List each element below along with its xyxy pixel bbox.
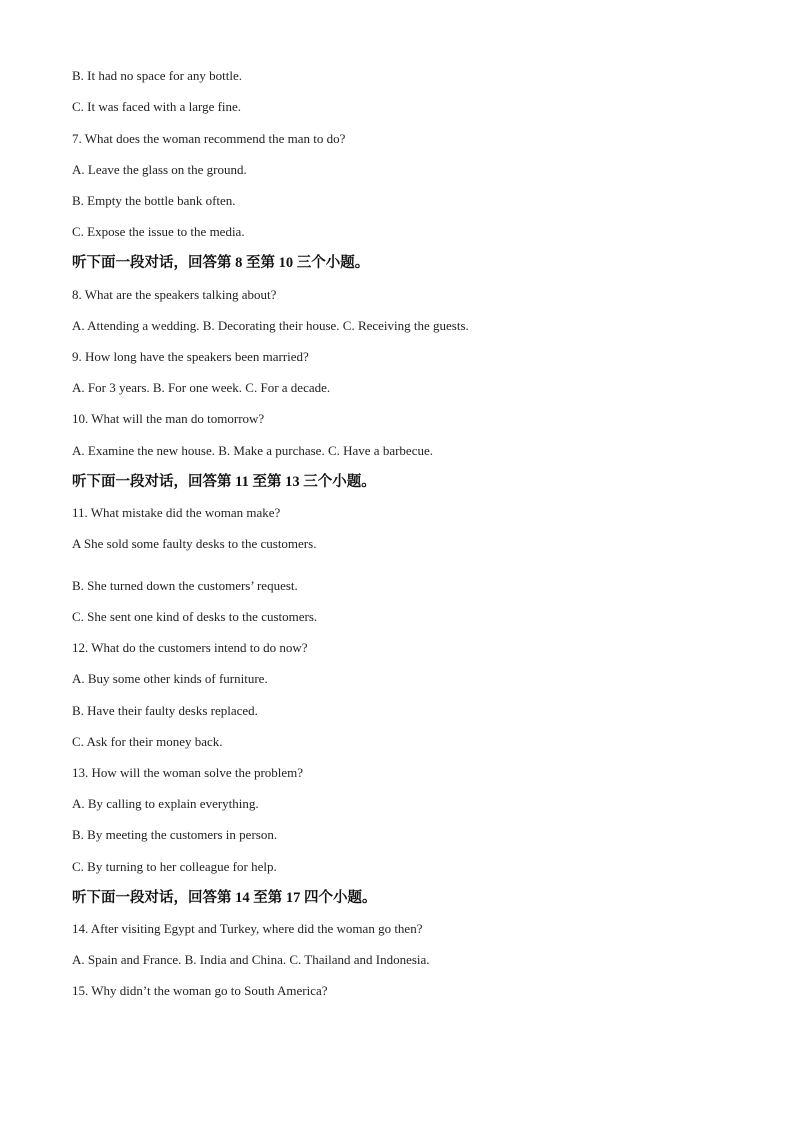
question-8: 8. What are the speakers talking about? bbox=[72, 287, 277, 302]
option-12b: B. Have their faulty desks replaced. bbox=[72, 703, 258, 718]
option-6c: C. It was faced with a large fine. bbox=[72, 99, 242, 114]
option-13b: B. By meeting the customers in person. bbox=[72, 827, 278, 842]
option-12a: A. Buy some other kinds of furniture. bbox=[72, 671, 268, 686]
option-13a: A. By calling to explain everything. bbox=[72, 796, 259, 811]
section-heading-14-17: 听下面一段对话，回答第 14 至第 17 四个小题。 bbox=[72, 890, 377, 906]
question-15: 15. Why didn’t the woman go to South America? bbox=[72, 983, 328, 998]
option-7b: B. Empty the bottle bank often. bbox=[72, 193, 236, 208]
options-10: A. Examine the new house. B. Make a purchase. C. Have a barbecue. bbox=[72, 443, 433, 458]
section-heading-8-10: 听下面一段对话，回答第 8 至第 10 三个小题。 bbox=[72, 255, 370, 271]
option-11a: A She sold some faulty desks to the customers. bbox=[72, 536, 317, 551]
options-14: A. Spain and France. B. India and China. C. Thailand and Indonesia. bbox=[72, 952, 430, 967]
question-12: 12. What do the customers intend to do now? bbox=[72, 640, 308, 655]
question-14: 14. After visiting Egypt and Turkey, where did the woman go then? bbox=[72, 921, 423, 936]
question-13: 13. How will the woman solve the problem? bbox=[72, 765, 304, 780]
question-10: 10. What will the man do tomorrow? bbox=[72, 411, 265, 426]
option-6b: B. It had no space for any bottle. bbox=[72, 68, 243, 83]
options-9: A. For 3 years. B. For one week. C. For a decade. bbox=[72, 380, 331, 395]
option-7a: A. Leave the glass on the ground. bbox=[72, 162, 247, 177]
question-11: 11. What mistake did the woman make? bbox=[72, 505, 281, 520]
question-9: 9. How long have the speakers been married? bbox=[72, 349, 309, 364]
option-12c: C. Ask for their money back. bbox=[72, 734, 223, 749]
option-13c: C. By turning to her colleague for help. bbox=[72, 859, 277, 874]
option-11b: B. She turned down the customers’ request. bbox=[72, 578, 298, 593]
option-7c: C. Expose the issue to the media. bbox=[72, 224, 245, 239]
section-heading-11-13: 听下面一段对话，回答第 11 至第 13 三个小题。 bbox=[72, 474, 376, 490]
option-11c: C. She sent one kind of desks to the customers. bbox=[72, 609, 318, 624]
question-7: 7. What does the woman recommend the man to do? bbox=[72, 131, 346, 146]
options-8: A. Attending a wedding. B. Decorating their house. C. Receiving the guests. bbox=[72, 318, 469, 333]
